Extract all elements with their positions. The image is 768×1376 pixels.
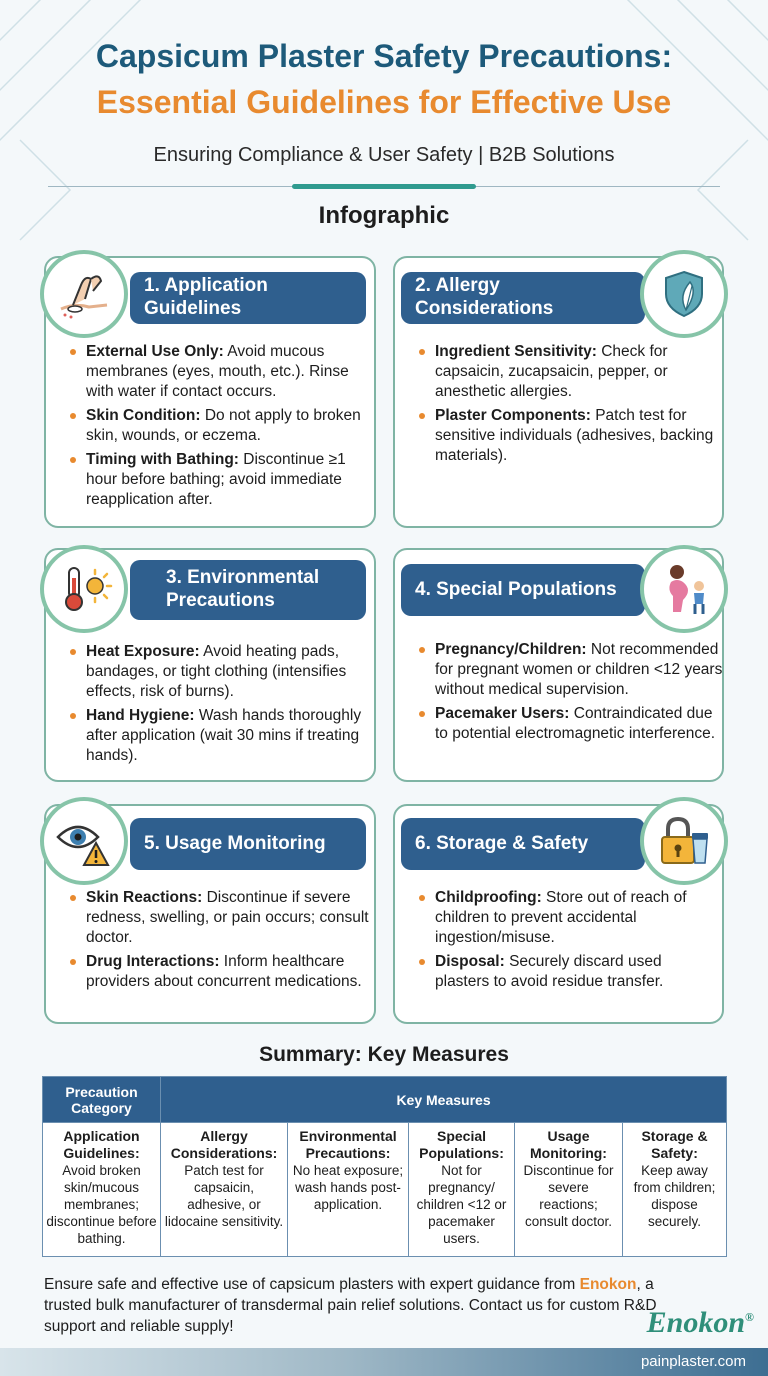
cell-text: Patch test for capsaicin, adhesive, or lidocaine sensitivity.	[164, 1163, 284, 1229]
bullet-item	[415, 952, 715, 992]
bullet-list	[66, 342, 371, 514]
finger-applying-cream-icon	[40, 250, 128, 338]
bullet-text: Do not apply to broken skin, wounds, or eczema.	[86, 407, 361, 444]
bullet-label: Skin Reactions:	[86, 889, 203, 906]
bullet-item	[66, 342, 371, 402]
bullet-label: Pregnancy/Children:	[435, 641, 587, 658]
bullet-text: Not recommended for pregnant women or children <12 years without medical supervision.	[435, 641, 723, 698]
bullet-text: Wash hands thoroughly after application (wait 30 mins if treating hands).	[86, 707, 362, 764]
registered-mark: ®	[745, 1310, 754, 1324]
cell-text: Avoid broken skin/mucous membranes; discontinue before bathing.	[46, 1163, 157, 1246]
bullet-item	[415, 704, 723, 744]
bullet-item	[66, 952, 371, 992]
table-cell	[288, 1123, 409, 1257]
bullet-item	[415, 342, 715, 402]
title-line-1: Capsicum Plaster Safety Precautions:	[95, 38, 673, 74]
footer-text	[44, 1274, 664, 1337]
cell-text: Not for pregnancy/ children <12 or pacemaker users.	[416, 1163, 507, 1246]
bullet-label: Pacemaker Users:	[435, 705, 570, 722]
card-title: 2. Allergy Considerations	[401, 272, 645, 324]
footer-text-after: , a trusted bulk manufacturer of transdermal pain relief solutions. Contact us for custom R&D support and reliable supply!	[44, 1276, 657, 1335]
cell-heading: Storage & Safety:	[641, 1128, 708, 1161]
bullet-text: Securely discard used plasters to avoid residue transfer.	[435, 953, 664, 990]
column-header-category: Precaution Category	[43, 1077, 161, 1123]
bullet-label: Drug Interactions:	[86, 953, 220, 970]
bullet-item	[415, 640, 723, 700]
table-cell	[161, 1123, 288, 1257]
bullet-item	[415, 406, 715, 466]
bullet-text: Contraindicated due to potential electromagnetic interference.	[435, 705, 716, 742]
bullet-item	[66, 706, 374, 766]
bullet-item	[66, 642, 374, 702]
bullet-label: External Use Only:	[86, 343, 224, 360]
bullet-text: Discontinue ≥1 hour before bathing; avoid immediate reapplication after.	[86, 451, 346, 508]
footer-text-before: Ensure safe and effective use of capsicum plasters with expert guidance from	[44, 1276, 580, 1293]
bullet-label: Heat Exposure:	[86, 643, 200, 660]
enokon-logo	[647, 1306, 754, 1340]
bullet-text: Store out of reach of children to prevent accidental ingestion/misuse.	[435, 889, 687, 946]
bullet-item	[415, 888, 715, 948]
eye-warning-icon	[40, 797, 128, 885]
logo-text: Enokon	[646, 1306, 746, 1339]
bullet-text: Inform healthcare providers about concurrent medications.	[86, 953, 362, 990]
cell-text: Discontinue for severe reactions; consult doctor.	[523, 1163, 614, 1229]
bullet-label: Timing with Bathing:	[86, 451, 239, 468]
summary-table	[42, 1076, 727, 1257]
bullet-text: Check for capsaicin, zucapsaicin, pepper, or anesthetic allergies.	[435, 343, 668, 400]
bullet-text: Patch test for sensitive individuals (adhesives, backing materials).	[435, 407, 714, 464]
table-row	[43, 1123, 727, 1257]
pregnant-woman-child-icon	[640, 545, 728, 633]
card-title: 1. Application Guidelines	[130, 272, 366, 324]
cell-text: No heat exposure; wash hands post-application.	[292, 1163, 404, 1212]
cell-heading: Application Guidelines:	[63, 1128, 140, 1161]
table-cell	[409, 1123, 515, 1257]
shield-leaf-icon	[640, 250, 728, 338]
bullet-list	[66, 642, 374, 770]
cell-heading: Usage Monitoring:	[530, 1128, 607, 1161]
cell-heading: Special Populations:	[419, 1128, 504, 1161]
subtitle: Ensuring Compliance & User Safety | B2B Solutions	[153, 144, 615, 166]
table-cell	[623, 1123, 727, 1257]
bullet-list	[66, 888, 371, 996]
divider-accent	[292, 184, 476, 189]
section-label: Infographic	[318, 202, 450, 229]
bullet-label: Skin Condition:	[86, 407, 201, 424]
bullet-text: Avoid heating pads, bandages, or tight clothing (intensifies effects, risk of burns).	[86, 643, 347, 700]
padlock-container-icon	[640, 797, 728, 885]
thermometer-sun-icon	[40, 545, 128, 633]
bullet-item	[66, 406, 371, 446]
bullet-list	[415, 640, 723, 748]
summary-title: Summary: Key Measures	[259, 1043, 509, 1066]
footer-url-link[interactable]: painplaster.com	[640, 1353, 746, 1370]
bullet-text: Avoid mucous membranes (eyes, mouth, etc.). Rinse with water if contact occurs.	[86, 343, 349, 400]
column-header-key-measures: Key Measures	[161, 1077, 727, 1123]
bullet-list	[415, 888, 715, 996]
footer-brand-name: Enokon	[579, 1276, 637, 1293]
table-cell	[515, 1123, 623, 1257]
bullet-label: Disposal:	[435, 953, 505, 970]
bullet-list	[415, 342, 715, 470]
table-header-row	[43, 1077, 727, 1123]
bullet-item	[66, 888, 371, 948]
bullet-text: Discontinue if severe redness, swelling, or pain occurs; consult doctor.	[86, 889, 369, 946]
title-line-2: Essential Guidelines for Effective Use	[96, 84, 672, 120]
bullet-label: Childproofing:	[435, 889, 542, 906]
table-cell	[43, 1123, 161, 1257]
bullet-item	[66, 450, 371, 510]
card-title: 4. Special Populations	[401, 564, 645, 616]
cell-heading: Allergy Considerations:	[170, 1128, 278, 1161]
bullet-label: Hand Hygiene:	[86, 707, 195, 724]
bullet-label: Plaster Components:	[435, 407, 591, 424]
bullet-label: Ingredient Sensitivity:	[435, 343, 597, 360]
card-title: 3. Environmental Precautions	[130, 560, 366, 620]
cell-heading: Environmental Precautions:	[299, 1128, 397, 1161]
card-title: 5. Usage Monitoring	[130, 818, 366, 870]
cell-text: Keep away from children; dispose securely.	[633, 1163, 716, 1229]
card-title: 6. Storage & Safety	[401, 818, 645, 870]
